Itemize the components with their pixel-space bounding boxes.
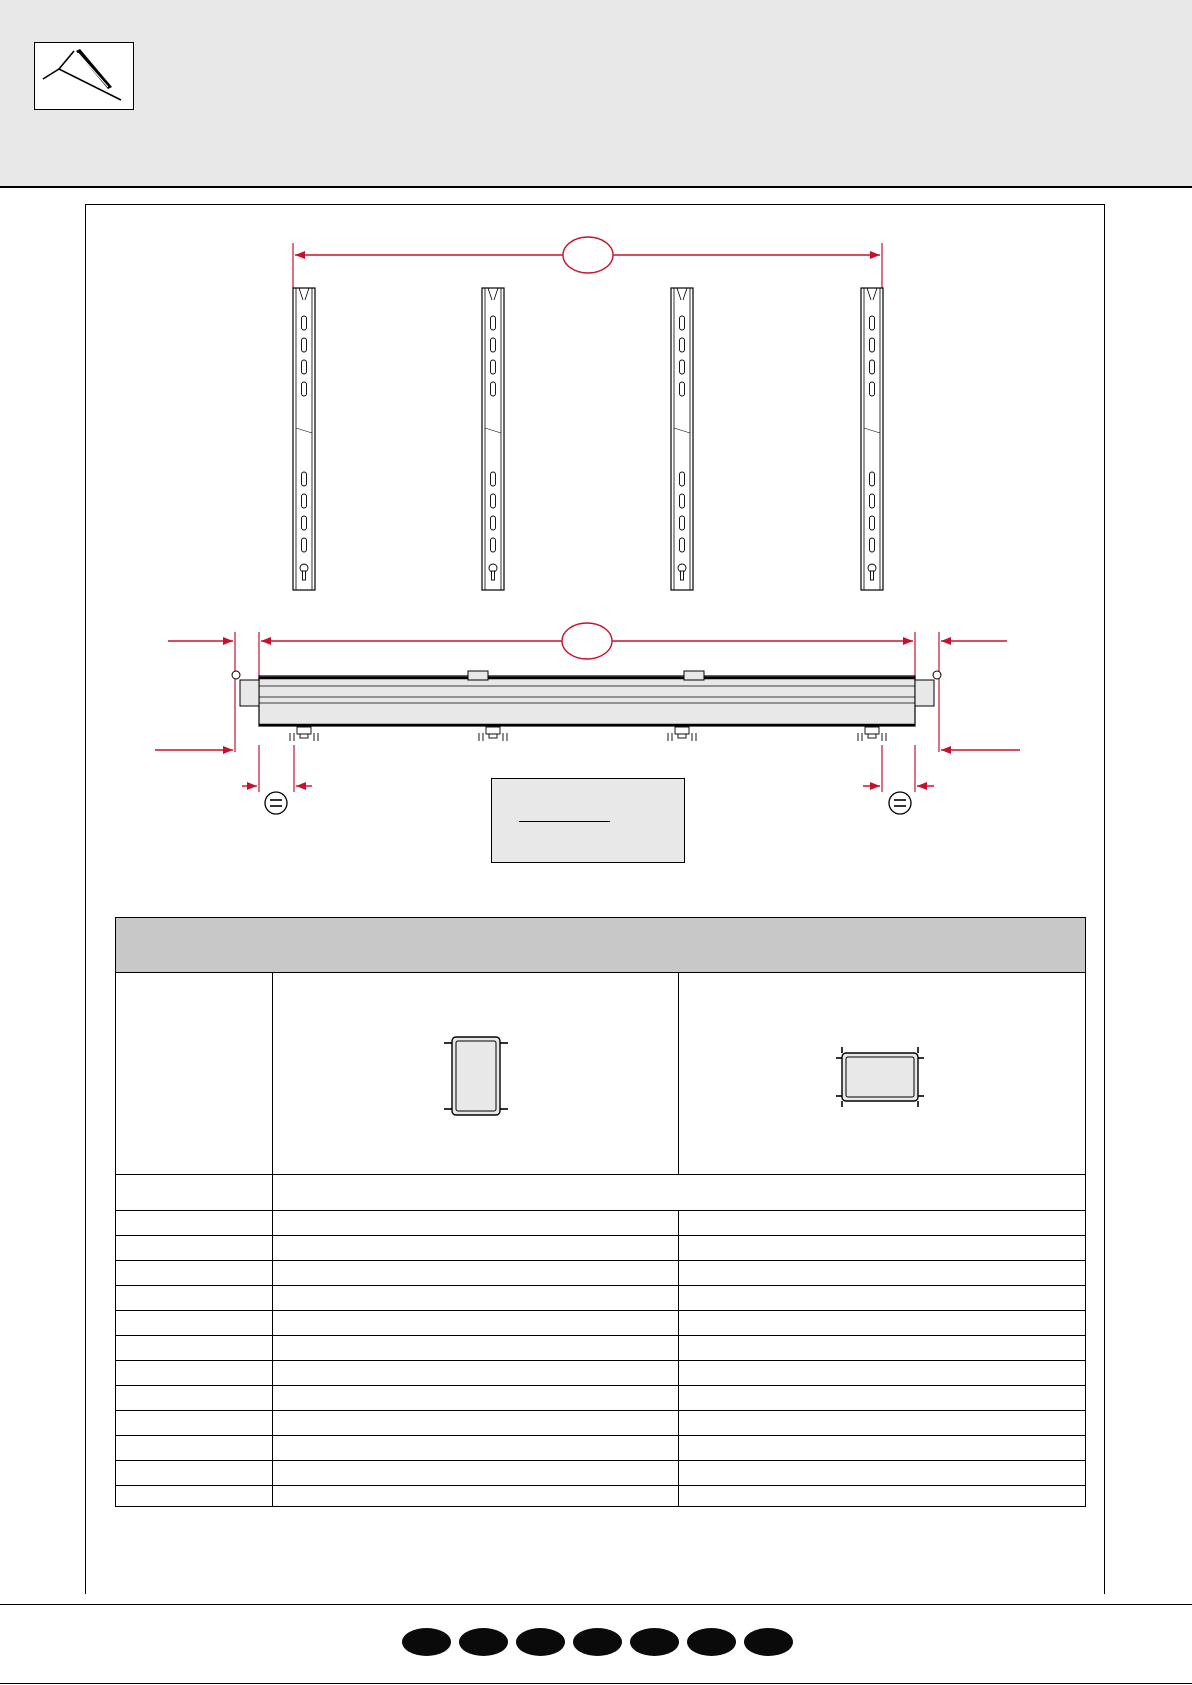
footer-divider bbox=[0, 1604, 1192, 1605]
table-cell bbox=[679, 1411, 1086, 1436]
table-cell bbox=[679, 1286, 1086, 1311]
table-cell bbox=[273, 1461, 679, 1486]
table-cell bbox=[273, 1261, 679, 1286]
page-dot[interactable] bbox=[516, 1628, 565, 1656]
table-cell bbox=[116, 1236, 273, 1261]
page-dot[interactable] bbox=[459, 1628, 508, 1656]
table-cell bbox=[116, 1175, 273, 1211]
table-row bbox=[116, 1336, 1086, 1361]
table-cell bbox=[679, 1461, 1086, 1486]
table-cell bbox=[116, 1386, 273, 1411]
page-dot[interactable] bbox=[744, 1628, 793, 1656]
table-header-cell bbox=[116, 918, 1086, 973]
table-cell bbox=[116, 1411, 273, 1436]
right-equal-icon bbox=[889, 792, 911, 814]
callout-box bbox=[491, 778, 685, 863]
portrait-cell bbox=[273, 973, 679, 1175]
table-cell bbox=[273, 1386, 679, 1411]
table-row bbox=[116, 1236, 1086, 1261]
table-cell bbox=[116, 1461, 273, 1486]
table-cell bbox=[679, 1386, 1086, 1411]
table-cell bbox=[273, 1175, 1086, 1211]
rail bbox=[482, 288, 504, 590]
rail bbox=[671, 288, 693, 590]
page-dot[interactable] bbox=[687, 1628, 736, 1656]
table-cell bbox=[273, 1211, 679, 1236]
table-cell bbox=[679, 1311, 1086, 1336]
left-equal-icon bbox=[265, 792, 287, 814]
callout-underline bbox=[519, 821, 610, 822]
table-cell bbox=[273, 1361, 679, 1386]
table-cell bbox=[116, 1211, 273, 1236]
top-span-bubble bbox=[563, 237, 613, 273]
orientation-row bbox=[116, 973, 1086, 1175]
merged-row bbox=[116, 1175, 1086, 1211]
footer-bottom-divider bbox=[0, 1683, 1192, 1684]
landscape-module-icon bbox=[679, 973, 1086, 1171]
rail-group bbox=[293, 288, 883, 590]
table-row bbox=[116, 1386, 1086, 1411]
page-dot[interactable] bbox=[630, 1628, 679, 1656]
table-cell bbox=[273, 1236, 679, 1261]
portrait-module-icon bbox=[273, 973, 679, 1171]
table-cell bbox=[116, 1286, 273, 1311]
table-row bbox=[116, 1486, 1086, 1507]
table-header-row bbox=[116, 918, 1086, 973]
table-cell bbox=[116, 1336, 273, 1361]
table-cell bbox=[116, 1361, 273, 1386]
rail bbox=[293, 288, 315, 590]
top-dimension bbox=[293, 237, 882, 288]
orientation-label-cell bbox=[116, 973, 273, 1175]
table-cell bbox=[679, 1361, 1086, 1386]
table-cell bbox=[679, 1436, 1086, 1461]
spec-table bbox=[115, 917, 1086, 1507]
table-cell bbox=[679, 1261, 1086, 1286]
panel-span-bubble bbox=[562, 623, 612, 659]
table-cell bbox=[273, 1336, 679, 1361]
table-cell bbox=[679, 1236, 1086, 1261]
table-cell bbox=[116, 1311, 273, 1336]
table-cell bbox=[273, 1436, 679, 1461]
table-cell bbox=[679, 1211, 1086, 1236]
table-row bbox=[116, 1411, 1086, 1436]
table-cell bbox=[273, 1286, 679, 1311]
table-cell bbox=[679, 1486, 1086, 1507]
table-cell bbox=[116, 1261, 273, 1286]
page-dot[interactable] bbox=[402, 1628, 451, 1656]
table-row bbox=[116, 1261, 1086, 1286]
table-row bbox=[116, 1286, 1086, 1311]
panel-side-view bbox=[232, 671, 941, 741]
table-row bbox=[116, 1311, 1086, 1336]
landscape-cell bbox=[679, 973, 1086, 1175]
table-cell bbox=[273, 1311, 679, 1336]
rail bbox=[861, 288, 883, 590]
table-cell bbox=[679, 1336, 1086, 1361]
table-row bbox=[116, 1211, 1086, 1236]
table-cell bbox=[273, 1411, 679, 1436]
page-navigation bbox=[402, 1628, 793, 1656]
page-dot[interactable] bbox=[573, 1628, 622, 1656]
table-cell bbox=[273, 1486, 679, 1507]
table-cell bbox=[116, 1436, 273, 1461]
table-row bbox=[116, 1461, 1086, 1486]
table-row bbox=[116, 1436, 1086, 1461]
table-row bbox=[116, 1361, 1086, 1386]
table-cell bbox=[116, 1486, 273, 1507]
